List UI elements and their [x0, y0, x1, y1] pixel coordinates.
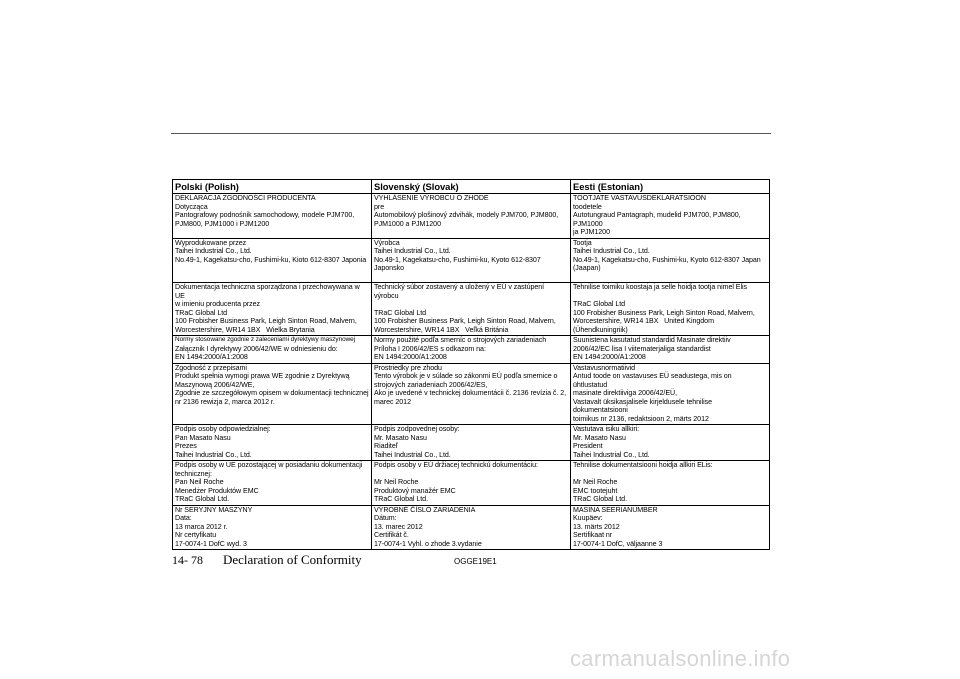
section-cell — [173, 238, 372, 283]
section-cell — [173, 425, 372, 461]
text-line: Pan Masato Nasu — [175, 433, 231, 442]
text-line: TOOTJATE VASTAVUSDEKLARATSIOON — [573, 194, 706, 202]
section-cell — [372, 461, 571, 506]
text-line: Antud toode on vastavuses EÜ seadustega, mis on ühtlustatud — [573, 372, 734, 389]
text-line: 100 Frobisher Business Park, Leigh Sinton Road, Malvern, — [573, 308, 755, 317]
text-line: 13 marca 2012 r. — [175, 522, 228, 531]
text-line: Podpis osoby w UE pozostającej w posiadaniu dokumentacji — [175, 461, 363, 469]
text-line: 2006/42/EC lisa I viitematerjaliga standardist — [573, 344, 711, 353]
text-line: No.49-1, Kagekatsu-cho, Fushimi-ku, Kyoto 612-8307 Japonsko — [374, 255, 543, 272]
text-line: Výrobca — [374, 238, 400, 247]
page-number: 14- 78 — [172, 553, 203, 567]
text-line: 17-0074-1 DofC, väljaanne 3 — [573, 539, 663, 548]
text-line: Tehnilise dokumentatsiooni hoidja allkiri ELis: — [573, 461, 713, 469]
text-line: marec 2012 — [374, 397, 411, 406]
text-line: Normy použité podľa smerníc o strojových zariadeniach — [374, 336, 547, 344]
section-cell — [372, 363, 571, 425]
text-line: Produkt spełnia wymogi prawa WE zgodnie z Dyrektywą — [175, 372, 350, 380]
text-line: VÝROBNÉ ČÍSLO ZARIADENIA — [374, 505, 476, 514]
section-cell — [571, 461, 770, 506]
text-line — [573, 292, 767, 301]
text-line: DEKLARACJA ZGODNOŚCI PRODUCENTA — [175, 194, 316, 202]
text-line: Wyprodukowane przez — [175, 238, 247, 247]
section-row — [173, 505, 770, 550]
text-line: Ako je uvedené v technickej dokumentácii č. 2136 revízia č. 2, — [374, 389, 567, 397]
section-row — [173, 363, 770, 425]
text-line: Normy stosowane zgodnie z zaleceniami dyrektywy maszynowej — [175, 336, 356, 343]
text-line: Menedżer Produktów EMC — [175, 486, 259, 495]
section-cell — [571, 194, 770, 239]
text-line: VYHLÁSENIE VÝROBCU O ZHODE — [374, 194, 489, 202]
section-row — [173, 283, 770, 336]
text-line: No.49-1, Kagekatsu-cho, Fushimi-ku, Kioto 612-8307 Japonia — [175, 255, 367, 264]
text-line: Príloha I 2006/42/ES s odkazom na: — [374, 344, 486, 353]
section-row — [173, 461, 770, 506]
text-line: EN 1494:2000/A1:2008 — [374, 353, 447, 361]
text-line: Produktový manažér EMC — [374, 486, 456, 495]
text-line: Suunistena kasutatud standardid Masinate direktiiv — [573, 336, 731, 344]
section-cell — [571, 363, 770, 425]
text-line: MASINA SEERIANUMBER — [573, 505, 658, 514]
section-cell — [372, 194, 571, 239]
text-line: Mr. Masato Nasu — [573, 433, 626, 442]
text-line: Worcestershire, WR14 1BX Veľká Británia — [374, 325, 509, 334]
text-line: No.49-1, Kagekatsu-cho, Fushimi-ku, Kyoto 612-8307 Japan — [573, 255, 761, 264]
text-line: Tento výrobok je v súlade so zákonmi EÚ podľa smernice o — [374, 372, 558, 380]
language-header: Slovenský (Slovak) — [372, 180, 571, 194]
text-line: 13. marec 2012 — [374, 522, 423, 531]
text-line: Mr. Masato Nasu — [374, 433, 427, 442]
header-row — [173, 180, 770, 194]
language-header: Polski (Polish) — [173, 180, 372, 194]
text-line: President — [573, 442, 603, 450]
text-line — [374, 300, 568, 309]
text-line: Taihei Industrial Co., Ltd. — [374, 450, 451, 459]
top-rule — [171, 133, 771, 134]
section-cell — [372, 425, 571, 461]
text-line: Mr Neil Roche — [573, 478, 618, 486]
text-line: Taihei Industrial Co., Ltd. — [175, 450, 252, 459]
section-title: Declaration of Conformity — [223, 552, 362, 567]
text-line: Data: — [175, 514, 192, 522]
watermark: carmanualsonline.info — [570, 646, 791, 671]
text-line: Worcestershire, WR14 1BX United Kingdom (Ühendkuningriik) — [573, 317, 716, 334]
section-cell — [372, 283, 571, 336]
text-line: Podpis osoby odpowiedzialnej: — [175, 425, 271, 433]
text-line: 100 Frobisher Business Park, Leigh Sinton Road, Malvern, — [175, 317, 357, 325]
text-line: Zgodnie ze szczegółowym opisem w dokumentacji technicznej — [175, 389, 369, 397]
text-line: Autotungraud Pantagraph, mudelid PJM700, PJM800, PJM1000 — [573, 211, 743, 228]
text-line: (Jaapan) — [573, 264, 601, 272]
text-line: Taihei Industrial Co., Ltd. — [573, 450, 650, 459]
text-line: toodetele — [573, 202, 602, 211]
text-line: TRaC Global Ltd — [175, 308, 228, 317]
text-line — [573, 470, 767, 479]
text-line: toimikus nr 2136, redaktsioon 2, märts 2012 — [573, 414, 709, 423]
text-line: Załącznik I dyrektywy 2006/42/WE w odniesieniu do: — [175, 344, 338, 353]
text-line: EMC tootejuht — [573, 486, 618, 495]
text-line: Certifikát č. — [374, 531, 409, 539]
text-line: Nr SERYJNY MASZYNY — [175, 505, 253, 514]
text-line: Vastavusnormatiivid — [573, 363, 635, 372]
text-line: Vastavalt üksikasjalisele kirjeldusele tehnilise dokumentatsiooni — [573, 397, 714, 414]
text-line: PJM800, PJM1000 i PJM1200 — [175, 219, 270, 228]
text-line: 13. märts 2012 — [573, 522, 620, 531]
section-cell — [173, 505, 372, 550]
section-cell — [571, 425, 770, 461]
text-line: Dotycząca — [175, 202, 208, 211]
section-cell — [173, 336, 372, 364]
text-line: Tehnilise toimiku koostaja ja selle hoidja tootja nimel Elis — [573, 283, 748, 291]
text-line — [374, 470, 568, 479]
section-cell — [571, 505, 770, 550]
text-line: Mr Neil Roche — [374, 478, 419, 486]
section-row — [173, 425, 770, 461]
text-line: 17-0074-1 DofC wyd. 3 — [175, 539, 247, 548]
text-line: Dátum: — [374, 514, 397, 522]
section-cell — [372, 336, 571, 364]
text-line: 100 Frobisher Business Park, Leigh Sinton Road, Malvern, — [374, 317, 556, 325]
section-row — [173, 336, 770, 364]
text-line: Taihei Industrial Co., Ltd. — [573, 247, 650, 255]
section-cell — [571, 336, 770, 364]
text-line: technicznej: — [175, 469, 212, 478]
text-line: Nr certyfikatu — [175, 531, 217, 539]
text-line: Podpis osoby v EÚ držiacej technickú dokumentáciu: — [374, 461, 538, 469]
text-line: TRaC Global Ltd. — [175, 495, 230, 503]
text-line: Automobilový plošinový zdvihák, modely PJM700, PJM800, — [374, 211, 559, 219]
text-line: Maszynową 2006/42/WE, — [175, 380, 255, 389]
section-cell — [173, 461, 372, 506]
text-line: Pantografowy podnośnik samochodowy, modele PJM700, — [175, 211, 355, 219]
section-cell — [372, 505, 571, 550]
section-row — [173, 194, 770, 239]
text-line: Kuupäev: — [573, 514, 603, 522]
text-line: Tootja — [573, 238, 592, 247]
declaration-table — [172, 179, 770, 550]
text-line: Worcestershire, WR14 1BX Wielka Brytania — [175, 325, 315, 334]
text-line: Zgodność z przepisami — [175, 363, 247, 372]
section-cell — [571, 238, 770, 283]
text-line: EN 1494:2000/A1:2008 — [175, 353, 248, 361]
text-line: Prostriedky pre zhodu — [374, 363, 442, 372]
section-row — [173, 238, 770, 283]
section-cell — [173, 363, 372, 425]
text-line: ja PJM1200 — [573, 228, 610, 236]
text-line: strojových zariadeniach 2006/42/ES, — [374, 380, 488, 389]
text-line: Taihei Industrial Co., Ltd. — [175, 247, 252, 255]
text-line: Pan Neil Roche — [175, 478, 224, 486]
text-line: PJM1000 a PJM1200 — [374, 219, 441, 228]
text-line — [374, 273, 568, 282]
text-line: TRaC Global Ltd — [374, 308, 427, 317]
text-line: Vastutava isiku allkiri: — [573, 425, 640, 433]
text-line: TRaC Global Ltd. — [374, 495, 429, 503]
text-line: TRaC Global Ltd. — [573, 495, 628, 503]
text-line: Technický súbor zostavený a uložený v EÚ v zastúpení výrobcu — [374, 283, 547, 300]
document-code: OGGE19E1 — [454, 557, 497, 566]
text-line: Taihei Industrial Co., Ltd. — [374, 247, 451, 255]
text-line: masinate direktiiviga 2006/42/EÜ, — [573, 389, 678, 397]
text-line: Dokumentacja techniczna sporządzona i przechowywana w UE — [175, 283, 362, 300]
text-line: TRaC Global Ltd — [573, 300, 626, 308]
text-line: 17-0074-1 Vyhl. o zhode 3.vydanie — [374, 539, 482, 548]
text-line: Riaditeľ — [374, 442, 398, 450]
language-header: Eesti (Estonian) — [571, 180, 770, 194]
text-line: w imieniu producenta przez — [175, 300, 261, 308]
section-cell — [372, 238, 571, 283]
section-cell — [571, 283, 770, 336]
text-line: pre — [374, 202, 385, 211]
text-line: Prezes — [175, 442, 197, 450]
section-cell — [173, 194, 372, 239]
section-cell — [173, 283, 372, 336]
text-line: Podpis zodpovednej osoby: — [374, 425, 460, 433]
text-line — [175, 264, 369, 273]
text-line: Sertifikaat nr — [573, 531, 613, 539]
text-line: EN 1494:2000/A1:2008 — [573, 353, 646, 361]
text-line: nr 2136 rewizja 2, marca 2012 r. — [175, 397, 275, 406]
